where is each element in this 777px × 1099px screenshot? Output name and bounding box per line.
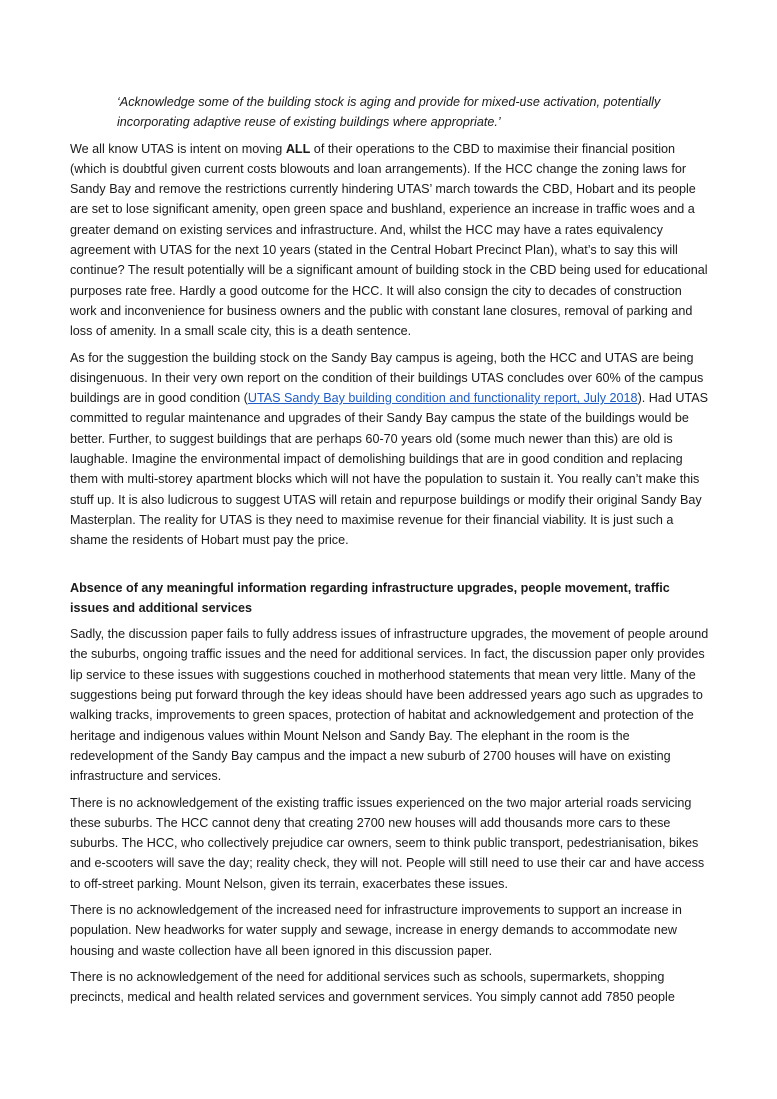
- paragraph-text: We all know UTAS is intent on moving: [70, 141, 286, 156]
- paragraph-traffic-issues: There is no acknowledgement of the existing traffic issues experienced on the two major arterial roads servicing these suburbs. The HCC cannot deny that creating 2700 new houses will add thousands more cars to these suburbs. The HCC, who collectively prejudice car owners, seem to think public transport, pedestrianisation, bikes and e-scooters will save the day; reality check, they will not. People will still need to use their car and have access to off-street parking. Mount Nelson, given its terrain, exacerbates these issues.: [70, 795, 705, 891]
- paragraph-text: of their operations to the CBD to maximise their financial position (which is doubtful given current costs blowouts and loan arrangements). If the HCC change the zoning laws for Sandy Bay and remove the restrictions currently hindering UTAS’ march towards the CBD, Hobart and its people are set to lose significant amenity, open green space and bushland, experience an increase in traffic woes and a greater demand on existing services and infrastructure. And, whilst the HCC may have a rates equivalency agreement with UTAS for the next 10 years (stated in the Central Hobart Precinct Plan), what’s to say this will continue? The result potentially will be a significant amount of building stock in the CBD being used for educational purposes rate free. Hardly a good outcome for the HCC. It will also consign the city to decades of construction work and inconvenience for business owners and the public with constant lane closures, removal of parking and loss of amenity. In a small scale city, this is a death sentence.: [70, 141, 708, 339]
- paragraph-building-stock: [70, 348, 710, 551]
- condition-report-link[interactable]: UTAS Sandy Bay building condition and functionality report, July 2018: [247, 391, 638, 406]
- paragraph-additional-services: There is no acknowledgement of the need for additional services such as schools, supermarkets, shopping precincts, medical and health related services and government services. You simply cannot add 7850 people: [70, 969, 675, 1005]
- block-quote: ‘Acknowledge some of the building stock is aging and provide for mixed-use activation, potentially incorporating adaptive reuse of existing buildings where appropriate.’: [117, 95, 661, 130]
- paragraph-text: ). Had UTAS committed to regular maintenance and upgrades of their Sandy Bay campus the state of the buildings would be better. Further, to suggest buildings that are perhaps 60-70 years old (some much newer than this) are old is laughable. Imagine the environmental impact of demolishing buildings that are in good condition and replacing them with multi-storey apartment blocks which will not have the population to sustain it. You really can’t make this stuff up. It is also ludicrous to suggest UTAS will retain and repurpose buildings or modify their original Sandy Bay Masterplan. The reality for UTAS is they need to maximise revenue for their financial viability. It is just such a shame the residents of Hobart must pay the price.: [70, 391, 709, 548]
- paragraph-text: As for the suggestion the building stock on the Sandy Bay campus is ageing, both the HCC and UTAS are being disingenuous. In their very own report on the condition of their buildings UTAS concludes over 60% of the campus buildings are in good condition (: [70, 350, 704, 406]
- paragraph-utas-cbd-move: [70, 139, 710, 342]
- section-heading: Absence of any meaningful information regarding infrastructure upgrades, people movement, traffic issues and additional services: [70, 580, 670, 615]
- document-body: [70, 92, 710, 1013]
- paragraph-discussion-paper: Sadly, the discussion paper fails to fully address issues of infrastructure upgrades, the movement of people around the suburbs, ongoing traffic issues and the need for additional services. In fact, the discussion paper only provides lip service to these issues with suggestions couched in motherhood statements that mean very little. Many of the suggestions being put forward through the key ideas should have been addressed years ago such as upgrades to walking tracks, improvements to green spaces, protection of habitat and acknowledgement and protection of the heritage and indigenous values within Mount Nelson and Sandy Bay. The elephant in the room is the redevelopment of the Sandy Bay campus and the impact a new suburb of 2700 houses will have on existing infrastructure and services.: [70, 627, 709, 784]
- emphasis-all: ALL: [285, 141, 311, 156]
- paragraph-infrastructure: There is no acknowledgement of the increased need for infrastructure improvements to support an increase in population. New headworks for water supply and sewage, increase in energy demands to accommodate new housing and waste collection have all been ignored in this discussion paper.: [70, 902, 682, 958]
